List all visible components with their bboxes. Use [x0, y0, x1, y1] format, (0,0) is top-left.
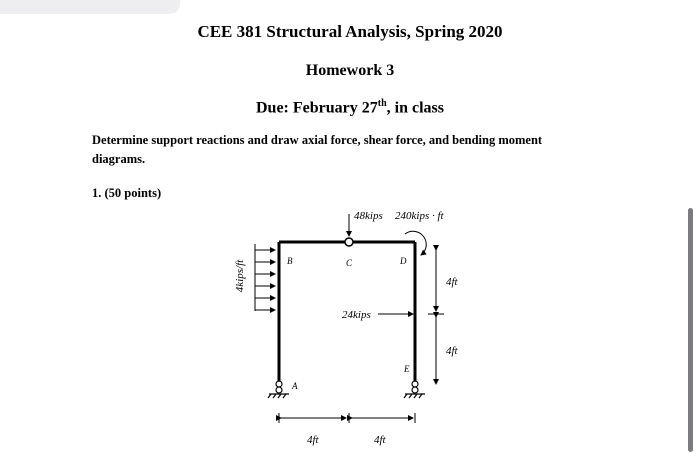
node-label-b: B	[287, 256, 293, 266]
dim-v2-label: 4ft	[446, 345, 458, 357]
horizontal-dimensions	[279, 413, 415, 423]
homework-title: Homework 3	[305, 62, 395, 79]
node-label-e: E	[404, 364, 410, 374]
dim-h1-label: 4ft	[307, 434, 319, 446]
scrollbar[interactable]	[688, 208, 693, 452]
pin-support-e	[404, 381, 425, 398]
problem-number: 1. (50 points)	[92, 186, 162, 200]
distributed-load-label: 4kips/ft	[234, 259, 246, 293]
distributed-load	[255, 244, 275, 311]
due-date: Due: February 27th, in class	[255, 98, 444, 117]
node-label-c: C	[346, 258, 353, 268]
pin-support-a	[268, 381, 289, 398]
moment-label: 240kips · ft	[395, 210, 444, 222]
problem-statement: Determine support reactions and draw axial force, shear force, and bending moment diagrams.	[92, 133, 543, 166]
hinge-c	[345, 238, 353, 246]
course-title: CEE 381 Structural Analysis, Spring 2020	[197, 22, 503, 41]
vertical-dimensions	[428, 250, 444, 384]
node-label-a: A	[292, 381, 298, 391]
node-label-d: D	[400, 256, 407, 266]
point-load-label: 48kips	[354, 210, 383, 222]
horizontal-load-label: 24kips	[342, 309, 371, 321]
dim-h2-label: 4ft	[374, 434, 386, 446]
dim-v1-label: 4ft	[446, 276, 458, 288]
